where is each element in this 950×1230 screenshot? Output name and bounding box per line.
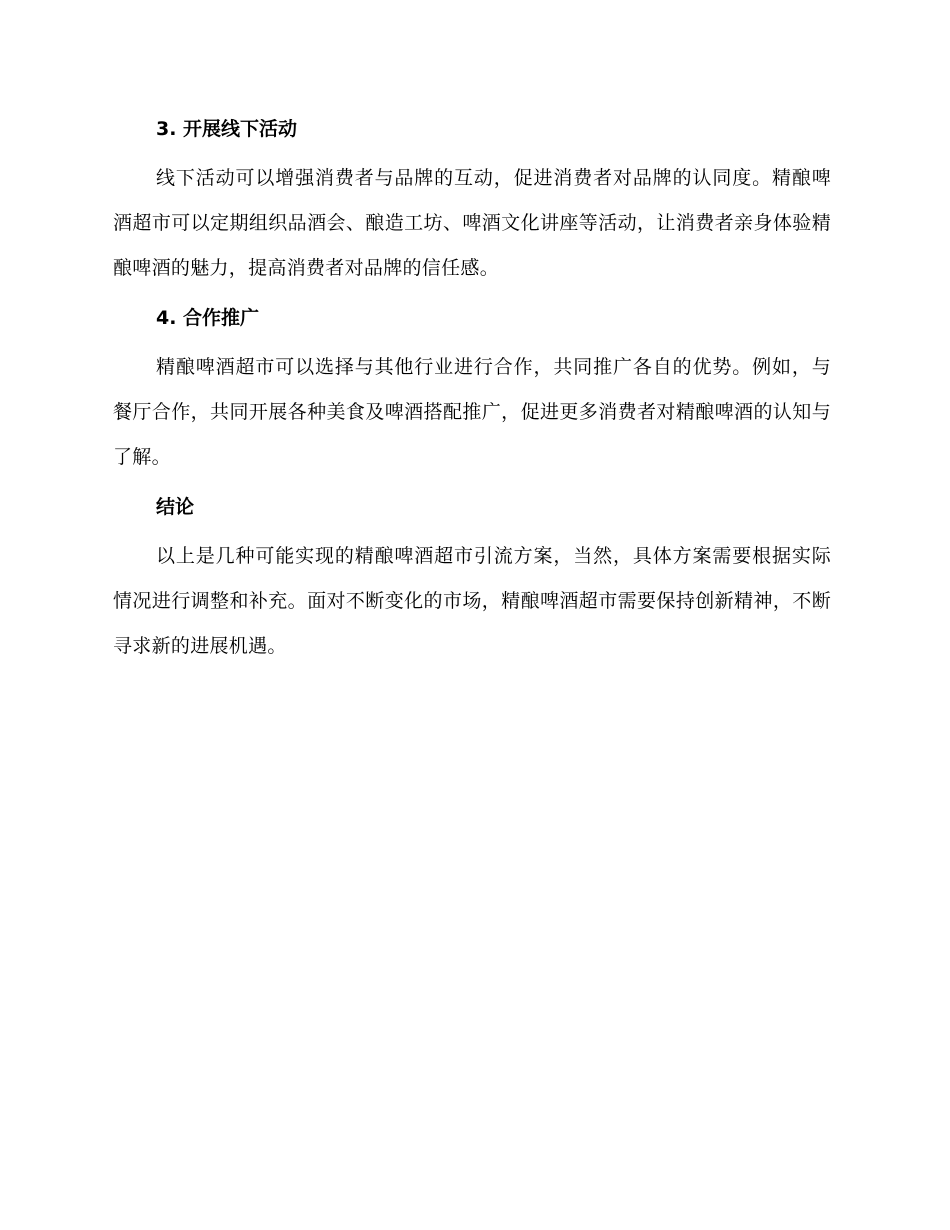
section-heading: 3. 开展线下活动 (156, 118, 298, 140)
section-offline-events (113, 110, 831, 291)
section-heading: 4. 合作推广 (156, 307, 260, 329)
section-paragraph: 精酿啤酒超市可以选择与其他行业进行合作，共同推广各自的优势。例如，与餐厅合作，共同开展各种美食及啤酒搭配推广，促进更多消费者对精酿啤酒的认知与了解。 (113, 356, 831, 468)
section-paragraph: 线下活动可以增强消费者与品牌的互动，促进消费者对品牌的认同度。精酿啤酒超市可以定期组织品酒会、酿造工坊、啤酒文化讲座等活动，让消费者亲身体验精酿啤酒的魅力，提高消费者对品牌的信任感。 (113, 167, 831, 279)
section-cooperative-promotion (113, 299, 831, 480)
section-paragraph: 以上是几种可能实现的精酿啤酒超市引流方案，当然，具体方案需要根据实际情况进行调整和补充。面对不断变化的市场，精酿啤酒超市需要保持创新精神，不断寻求新的进展机遇。 (113, 545, 831, 657)
section-conclusion (113, 488, 831, 669)
section-heading: 结论 (156, 496, 195, 518)
document-content (113, 110, 831, 677)
